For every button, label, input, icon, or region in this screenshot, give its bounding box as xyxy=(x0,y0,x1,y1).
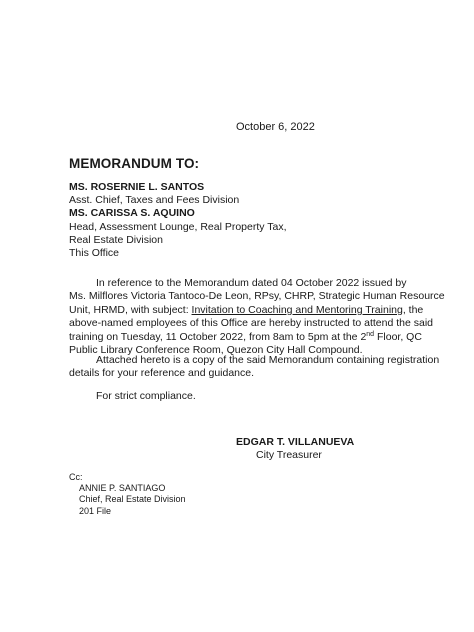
signatory-name: EDGAR T. VILLANUEVA xyxy=(236,436,355,448)
cc-title: Chief, Real Estate Division xyxy=(79,494,186,505)
recipient-office: This Office xyxy=(69,247,119,260)
paragraph-2-line-1: Attached hereto is a copy of the said Memorandum containing registration xyxy=(96,354,440,366)
recipient-1-name: MS. ROSERNIE L. SANTOS xyxy=(69,181,205,193)
paragraph-2-line-2: details for your reference and guidance. xyxy=(69,367,255,380)
paragraph-1-line-1: In reference to the Memorandum dated 04 October 2022 issued by xyxy=(96,277,407,289)
paragraph-1-line-3 xyxy=(69,303,424,317)
paragraph-1-line-5-start: training on Tuesday, 11 October 2022, from 8am to 5pm at the 2 xyxy=(69,330,367,343)
ordinal-superscript: nd xyxy=(366,330,375,338)
memo-heading: MEMORANDUM TO: xyxy=(69,156,200,171)
paragraph-1-line-3-start: Unit, HRMD, with subject: xyxy=(69,303,192,316)
paragraph-1-line-4: above-named employees of this Office are hereby instructed to attend the said xyxy=(69,317,434,330)
memo-date: October 6, 2022 xyxy=(236,121,315,133)
cc-label: Cc: xyxy=(69,472,83,482)
body-paragraph-3: For strict compliance. xyxy=(96,390,196,402)
cc-block xyxy=(69,472,186,517)
recipient-block xyxy=(69,181,287,260)
cc-file: 201 File xyxy=(79,505,112,516)
recipient-2-title-line-2: Real Estate Division xyxy=(69,233,163,246)
body-paragraph-2 xyxy=(69,354,440,381)
paragraph-1-line-3-end: , the xyxy=(402,303,424,316)
signatory-title: City Treasurer xyxy=(256,449,322,461)
training-subject-underlined: Invitation to Coaching and Mentoring Training xyxy=(191,303,403,316)
paragraph-1-line-2: Ms. Milflores Victoria Tantoco-De Leon, RPsy, CHRP, Strategic Human Resource xyxy=(69,290,445,303)
paragraph-1-line-5 xyxy=(69,330,422,344)
paragraph-1-line-5-end: Floor, QC xyxy=(374,330,422,343)
paragraph-1-line-6: Public Library Conference Room, Quezon City Hall Compound. xyxy=(69,344,363,357)
body-paragraph-1 xyxy=(69,277,445,357)
recipient-2-title-line-1: Head, Assessment Lounge, Real Property Tax, xyxy=(69,220,287,233)
cc-name: ANNIE P. SANTIAGO xyxy=(79,483,166,494)
recipient-1-title: Asst. Chief, Taxes and Fees Division xyxy=(69,194,240,207)
recipient-2-name: MS. CARISSA S. AQUINO xyxy=(69,207,195,220)
